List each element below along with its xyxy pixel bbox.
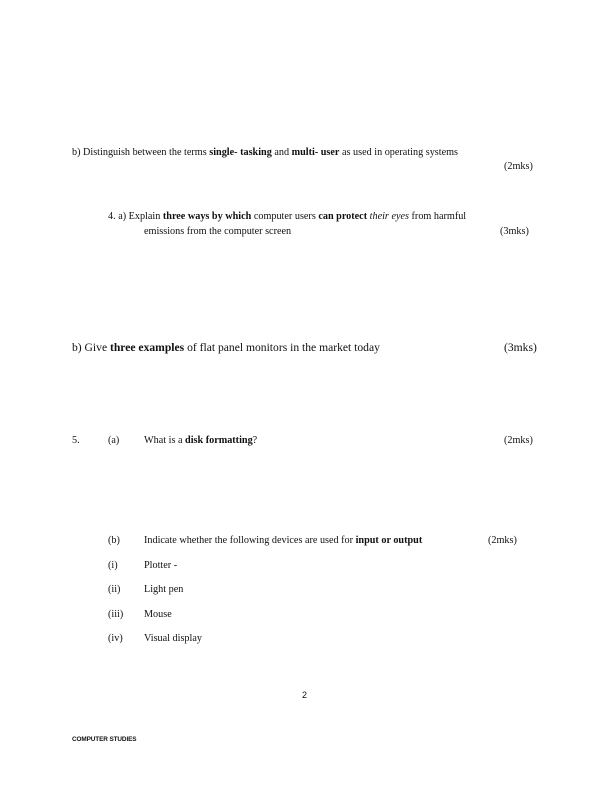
question-5-number: 5. [72, 435, 80, 446]
question-4b-text [72, 341, 380, 354]
question-5a-text [144, 435, 257, 446]
q3b-term-multi-user: multi- user [291, 147, 340, 158]
q3b-term-single-tasking: single- tasking [209, 147, 272, 158]
question-4a-text-line2: emissions from the computer screen [144, 226, 292, 237]
q4b-prefix: b) Give [72, 341, 110, 354]
list-item-label: (ii) [108, 584, 121, 595]
list-item-label: (iii) [108, 609, 124, 620]
q3b-suffix: as used in operating systems [339, 147, 458, 158]
question-5b-marks: (2mks) [488, 535, 517, 546]
q4b-bold-three-examples: three examples [110, 341, 185, 354]
q4a-italic-their-eyes: their eyes [369, 211, 409, 222]
q5b-bold-input-or-output: input or output [355, 535, 423, 546]
question-5a-marks: (2mks) [504, 435, 533, 446]
question-4a-text [108, 211, 466, 222]
q4b-suffix: of flat panel monitors in the market today [184, 341, 380, 354]
question-5a-label: (a) [108, 435, 120, 446]
list-item-label: (iv) [108, 633, 123, 644]
question-4a-marks: (3mks) [500, 226, 529, 237]
q5a-bold-disk-formatting: disk formatting [185, 435, 253, 446]
list-item-plotter: Plotter - [144, 560, 178, 571]
list-item-label: (i) [108, 560, 118, 571]
question-5b-text [144, 535, 422, 546]
footer-subject: COMPUTER STUDIES [72, 736, 137, 743]
q4a-mid1: computer users [251, 211, 319, 222]
q5a-prefix: What is a [144, 435, 186, 446]
q5b-prefix: Indicate whether the following devices are used for [144, 535, 356, 546]
list-item-mouse: Mouse [144, 609, 172, 620]
q4a-bold-three-ways: three ways by which [162, 211, 252, 222]
question-3b-marks: (2mks) [504, 161, 533, 172]
list-item-light-pen: Light pen [144, 584, 184, 595]
q3b-mid: and [271, 147, 292, 158]
q4a-suffix: from harmful [408, 211, 467, 222]
question-4b-marks: (3mks) [504, 341, 537, 354]
question-3b-text [72, 147, 458, 158]
q5a-suffix: ? [252, 435, 258, 446]
q4a-bold-can-protect: can protect [318, 211, 368, 222]
q3b-prefix: b) Distinguish between the terms [72, 147, 210, 158]
question-5b-label: (b) [108, 535, 120, 546]
q4a-prefix: 4. a) Explain [108, 211, 163, 222]
page-number: 2 [302, 690, 308, 700]
list-item-visual-display: Visual display [144, 633, 202, 644]
